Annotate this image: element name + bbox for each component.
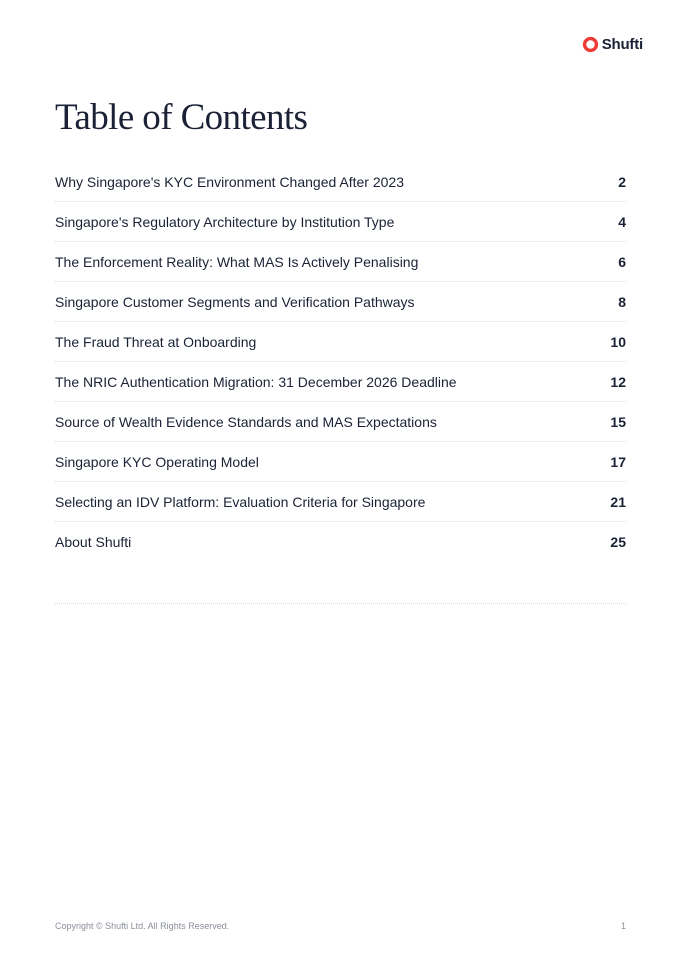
toc-entry[interactable] <box>55 402 626 442</box>
toc-entry-page: 15 <box>610 413 626 430</box>
toc-entry-page: 21 <box>610 493 626 510</box>
toc-entry-title: Why Singapore's KYC Environment Changed After 2023 <box>55 173 404 190</box>
toc-entry-page: 8 <box>618 293 626 310</box>
toc-entry-title: Selecting an IDV Platform: Evaluation Criteria for Singapore <box>55 493 426 510</box>
page-title: Table of Contents <box>55 97 308 138</box>
toc-entry-title: The NRIC Authentication Migration: 31 December 2026 Deadline <box>55 373 457 390</box>
toc-entry-title: About Shufti <box>55 534 132 550</box>
table-of-contents <box>55 162 626 562</box>
toc-entry[interactable] <box>55 442 626 482</box>
toc-entry[interactable] <box>55 202 626 242</box>
toc-entry-title: The Enforcement Reality: What MAS Is Actively Penalising <box>55 253 419 270</box>
toc-entry[interactable] <box>55 362 626 402</box>
toc-entry[interactable] <box>55 282 626 322</box>
toc-entry-page: 6 <box>618 253 626 270</box>
shufti-logo <box>582 36 643 53</box>
toc-entry-page: 10 <box>610 333 626 350</box>
toc-entry-title: Singapore Customer Segments and Verification Pathways <box>55 293 415 310</box>
brand-name: Shufti <box>601 36 643 53</box>
toc-entry-title: The Fraud Threat at Onboarding <box>55 333 257 350</box>
toc-entry-page: 4 <box>618 213 626 230</box>
toc-entry-title: Singapore KYC Operating Model <box>55 453 259 470</box>
toc-entry-page: 2 <box>618 173 626 190</box>
toc-entry[interactable] <box>55 522 626 562</box>
toc-entry[interactable] <box>55 162 626 202</box>
toc-entry-title: Source of Wealth Evidence Standards and MAS Expectations <box>55 413 437 430</box>
toc-entry[interactable] <box>55 322 626 362</box>
page-number: 1 <box>620 921 626 931</box>
toc-entry-page: 25 <box>610 534 626 550</box>
page-footer <box>55 921 626 931</box>
copyright-notice: Copyright © Shufti Ltd. All Rights Reserved. <box>55 921 230 931</box>
section-divider <box>55 603 626 604</box>
toc-entry-title: Singapore's Regulatory Architecture by Institution Type <box>55 213 395 230</box>
toc-entry[interactable] <box>55 242 626 282</box>
shufti-logo-ring-icon <box>582 36 599 53</box>
toc-entry[interactable] <box>55 482 626 522</box>
toc-entry-page: 17 <box>610 453 626 470</box>
toc-entry-page: 12 <box>610 373 626 390</box>
